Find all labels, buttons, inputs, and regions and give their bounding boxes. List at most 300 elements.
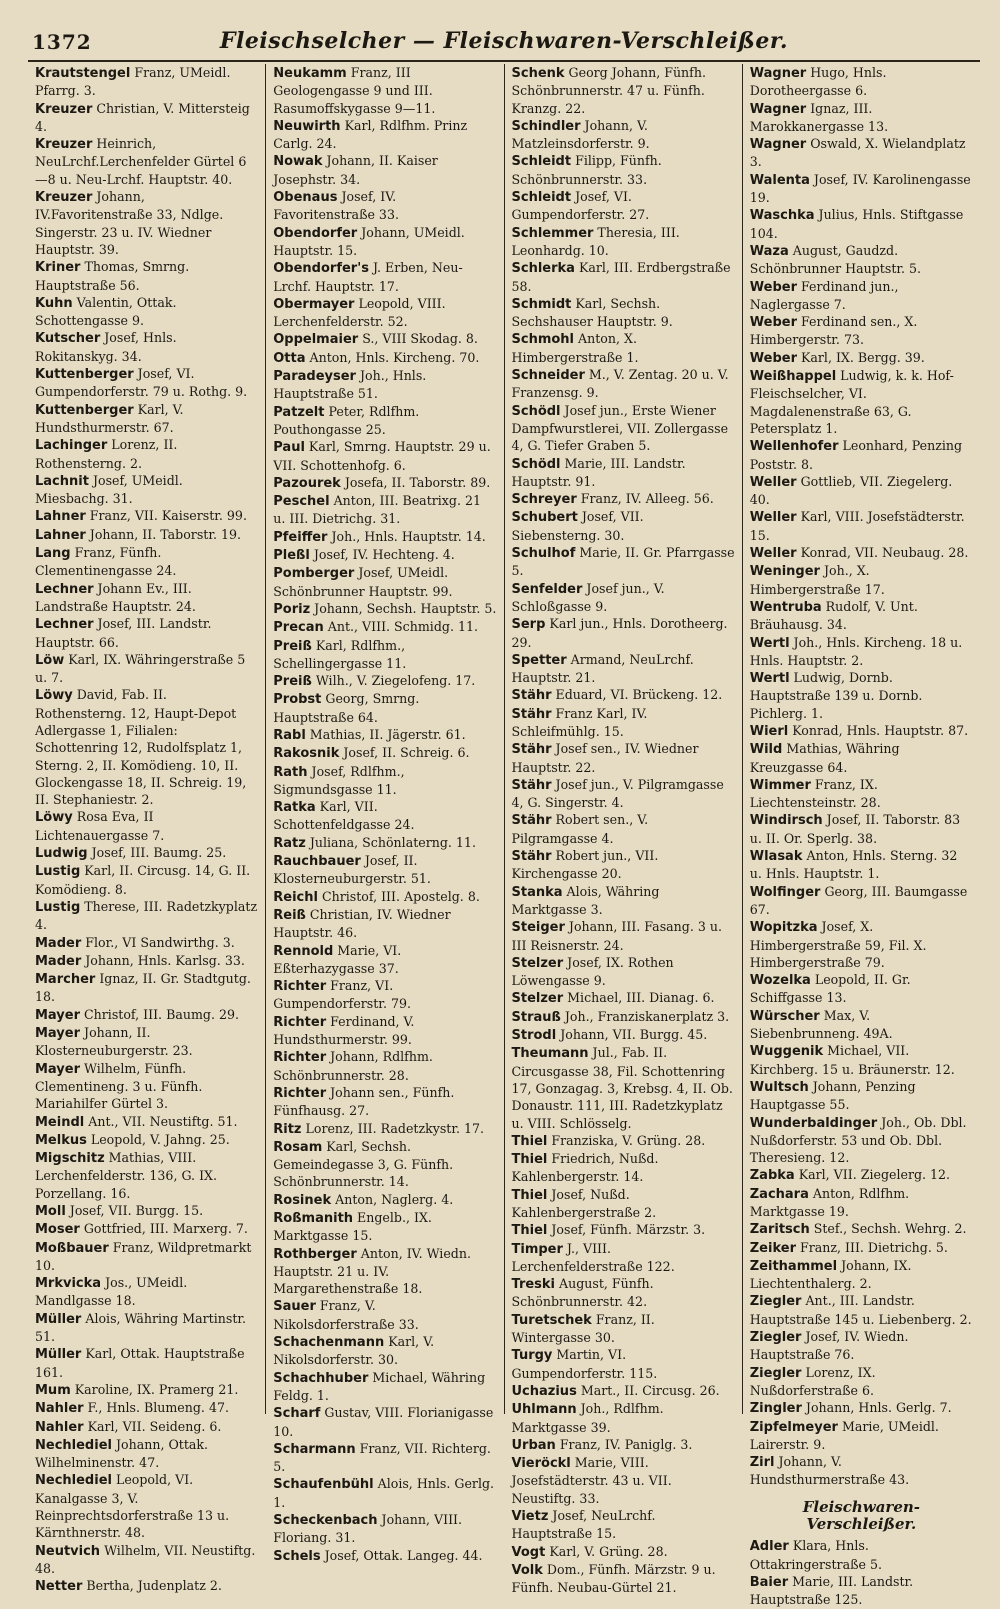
entry-details: Josef, UMeidl. Schönbrunner Hauptstr. 99.: [273, 565, 453, 599]
entry-name: Lustig: [35, 899, 81, 915]
entry-details: Franz, UMeidl. Pfarrg. 3.: [35, 65, 231, 99]
entry-name: Wolfinger: [749, 884, 821, 900]
entry-details: Marie, UMeidl. Lairerstr. 9.: [749, 1418, 939, 1452]
entry-name: Schleidt: [511, 190, 572, 206]
directory-entry: [35, 135, 258, 188]
directory-entry: [35, 1113, 258, 1131]
directory-entry: [273, 546, 496, 564]
entry-details: Georg, Smrng. Hauptstraße 64.: [273, 691, 420, 725]
entry-details: Franz, III. Dietrichg. 5.: [795, 1239, 948, 1255]
entry-name: Peschel: [273, 494, 330, 510]
directory-entry: [35, 651, 258, 687]
directory-entry: [750, 776, 973, 812]
entry-details: Christian, IV. Wiedner Hauptstr. 46.: [273, 906, 451, 941]
directory-entry: [750, 1453, 973, 1489]
directory-entry: [273, 295, 496, 331]
entry-details: Josef, III. Landstr. Hauptstr. 66.: [35, 616, 212, 650]
entry-details: Karl, III. Erdbergstraße 58.: [511, 260, 731, 294]
directory-entry: [273, 1475, 496, 1511]
entry-details: Karl, Rdlfhm., Schellingergasse 11.: [273, 637, 407, 671]
directory-entry: [750, 1257, 973, 1293]
entry-name: Schmidt: [511, 296, 572, 312]
directory-entry: [512, 776, 735, 812]
entry-name: Vieröckl: [511, 1456, 571, 1472]
entry-name: Mayer: [35, 1007, 81, 1023]
directory-entry: [273, 259, 496, 295]
entry-details: Joh., Franziskanerplatz 3.: [560, 1008, 730, 1024]
directory-entry: [512, 1346, 735, 1382]
entry-name: Thiel: [511, 1152, 548, 1168]
entry-name: Weller: [749, 546, 797, 562]
entry-details: Johann, III. Fasang. 3 u. III Reisnerstr. 24.: [511, 919, 722, 953]
directory-entry: [512, 1382, 735, 1400]
entry-name: Richter: [273, 1014, 327, 1030]
entry-details: Josef, UMeidl. Miesbachg. 31.: [35, 472, 183, 507]
entry-details: Josef, VII. Burgg. 15.: [65, 1203, 204, 1218]
entry-details: Klara, Hnls. Ottakringerstraße 5.: [749, 1538, 882, 1572]
directory-entry: [35, 507, 258, 525]
entry-details: Ant., VIII. Schmidg. 11.: [323, 619, 478, 635]
entry-details: Karl, Sechsh. Gemeindegasse 3, G. Fünfh. Schönbrunnerstr. 14.: [273, 1138, 454, 1190]
directory-entry: [512, 1561, 735, 1597]
entry-name: Löwy: [35, 810, 73, 826]
entry-name: Schulhof: [511, 546, 576, 562]
entry-details: Karl, IX. Währingerstraße 5 u. 7.: [35, 651, 246, 686]
entry-name: Obermayer: [273, 296, 355, 312]
entry-details: Gottfried, III. Marxerg. 7.: [79, 1221, 248, 1237]
entry-name: Stelzer: [511, 991, 564, 1007]
directory-entry: [512, 455, 735, 491]
column-1: [28, 64, 265, 1595]
directory-entry: [750, 349, 973, 367]
entry-name: Rabl: [273, 727, 306, 743]
directory-entry: [273, 403, 496, 439]
directory-entry: [273, 1120, 496, 1138]
entry-details: Ant., VII. Neustiftg. 51.: [84, 1113, 238, 1129]
entry-details: Karoline, IX. Pramerg 21.: [70, 1381, 239, 1397]
entry-name: Weller: [749, 474, 797, 490]
directory-entry: [512, 1400, 735, 1436]
entry-name: Wultsch: [749, 1079, 809, 1095]
entry-name: Paradeyser: [273, 369, 356, 385]
entry-details: Karl, Sechsh. Sechshauser Hauptstr. 9.: [511, 295, 673, 330]
directory-entry: [512, 490, 735, 508]
entry-name: Stelzer: [511, 955, 564, 971]
columns: [28, 64, 980, 1608]
directory-entry: [273, 528, 496, 546]
directory-entry: [273, 64, 496, 117]
directory-entry: [512, 1008, 735, 1026]
entry-name: Stähr: [511, 777, 552, 793]
entry-details: Anton, Rdlfhm. Marktgasse 19.: [749, 1185, 910, 1219]
entry-details: Karl, Smrng. Hauptstr. 29 u. VII. Schottenhofg. 6.: [273, 439, 491, 473]
entry-details: Lorenz, III. Radetzkystr. 17.: [301, 1120, 485, 1136]
directory-entry: [273, 1369, 496, 1405]
entry-details: Josef, II. Taborstr. 83 u. II. Or. Sperlg. 38.: [749, 812, 961, 846]
entry-name: Preiß: [273, 674, 312, 690]
directory-entry: [35, 1436, 258, 1472]
directory-entry: [273, 690, 496, 726]
entry-name: Weller: [749, 510, 797, 526]
entry-details: J., VIII. Lerchenfelderstraße 122.: [511, 1240, 675, 1274]
entry-name: Rosinek: [273, 1192, 332, 1208]
entry-name: Pomberger: [273, 566, 355, 582]
entry-details: Johann, V. Matzleinsdorferstr. 9.: [511, 117, 650, 152]
directory-entry: [273, 1084, 496, 1120]
directory-entry: [35, 294, 258, 330]
entry-name: Wertl: [749, 635, 790, 651]
entry-details: Karl, Ottak. Hauptstraße 161.: [35, 1346, 245, 1380]
directory-entry: [512, 615, 735, 651]
entry-name: Netter: [35, 1579, 83, 1595]
directory-entry: [35, 1471, 258, 1541]
entry-details: Josef jun., V. Schloßgasse 9.: [511, 580, 665, 614]
entry-name: Ziegler: [749, 1294, 802, 1310]
entry-details: Josef, IV. Wiedn. Hauptstraße 76.: [749, 1329, 909, 1363]
entry-details: Josef sen., IV. Wiedner Hauptstr. 22.: [511, 741, 699, 775]
directory-entry: [512, 847, 735, 883]
directory-entry: [35, 1024, 258, 1060]
entry-name: Turetschek: [511, 1312, 592, 1328]
entry-details: Franz Karl, IV. Schleifmühlg. 15.: [511, 705, 648, 739]
directory-entry: [35, 862, 258, 898]
page-header: [28, 22, 980, 62]
entry-name: Precan: [273, 620, 324, 636]
entry-details: Karl, VII. Ziegelerg. 12.: [794, 1167, 951, 1183]
entry-details: Franz, VII. Kaiserstr. 99.: [85, 508, 247, 524]
entry-name: Kreuzer: [35, 190, 93, 206]
entry-name: Volk: [511, 1562, 543, 1578]
directory-entry: [35, 436, 258, 472]
entry-details: Konrad, VII. Neubaug. 28.: [796, 545, 969, 561]
directory-entry: [35, 615, 258, 651]
entry-name: Weber: [749, 279, 797, 295]
entry-details: Marie, II. Gr. Pfarrgasse 5.: [511, 545, 735, 579]
directory-entry: [750, 918, 973, 971]
entry-name: Wlasak: [749, 849, 803, 865]
entry-details: Johann, II. Kaiser Josephstr. 34.: [273, 153, 438, 187]
directory-entry: [750, 1239, 973, 1257]
entry-details: David, Fab. II. Rothensterng. 12, Haupt-Depot Adlergasse 1, Filialen: Schottenring 12, Rudolfsplatz 1, Sterng. 2, II. Komödieng. 10, II. Glockengasse 18, II. Schreig. 19, II. Stephaniestr. 2.: [35, 687, 247, 808]
entry-details: Max, V. Siebenbrunneng. 49A.: [749, 1007, 893, 1042]
directory-entry: [273, 888, 496, 906]
directory-entry: [750, 1537, 973, 1573]
directory-entry: [750, 722, 973, 740]
entry-details: Anton, III. Beatrixg. 21 u. III. Dietrichg. 31.: [273, 493, 481, 527]
entry-details: Peter, Rdlfhm. Pouthongasse 25.: [273, 403, 420, 437]
directory-entry: [273, 1547, 496, 1565]
entry-details: Christof, III. Baumg. 29.: [80, 1006, 239, 1022]
entry-name: Löwy: [35, 688, 73, 704]
entry-details: Lorenz, IX. Nußdorferstraße 6.: [749, 1364, 876, 1398]
entry-name: Meindl: [35, 1114, 85, 1130]
directory-entry: [512, 508, 735, 544]
entry-name: Müller: [35, 1347, 82, 1363]
entry-details: Josef, Ottak. Langeg. 44.: [320, 1547, 483, 1563]
entry-name: Schreyer: [511, 492, 577, 508]
entry-name: Schaufenbühl: [273, 1477, 374, 1493]
entry-details: Stef., Sechsh. Wehrg. 2.: [809, 1221, 967, 1237]
entry-name: Senfelder: [511, 581, 583, 597]
entry-details: Lorenz, II. Rothensterng. 2.: [35, 437, 178, 471]
entry-name: Scheckenbach: [273, 1513, 378, 1529]
directory-entry: [35, 1006, 258, 1024]
entry-details: Johann, V. Hundsthurmerstraße 43.: [749, 1454, 910, 1488]
directory-entry: [273, 1013, 496, 1049]
entry-name: Wellenhofer: [749, 439, 839, 455]
entry-name: Nechlediel: [35, 1473, 112, 1489]
entry-name: Moll: [35, 1204, 66, 1219]
entry-name: Sauer: [273, 1299, 316, 1315]
entry-name: Lahner: [35, 509, 86, 525]
entry-name: Lang: [35, 546, 71, 562]
entry-details: Hugo, Hnls. Dorotheergasse 6.: [749, 65, 887, 99]
entry-details: Joh., Hnls. Hauptstraße 51.: [273, 368, 427, 402]
entry-name: Lechner: [35, 617, 94, 633]
directory-entry: [750, 367, 973, 437]
directory-entry: [273, 330, 496, 348]
directory-entry: [35, 844, 258, 862]
directory-entry: [35, 1399, 258, 1417]
entry-name: Stähr: [511, 706, 552, 722]
directory-entry: [512, 295, 735, 331]
entry-details: Anton, X. Himbergerstraße 1.: [511, 331, 639, 365]
entry-details: Wilh., V. Ziegelofeng. 17.: [311, 673, 476, 689]
entry-name: Mrkvicka: [35, 1276, 102, 1292]
entry-name: Neuwirth: [273, 118, 341, 134]
directory-entry: [750, 1185, 973, 1221]
entry-name: Scharmann: [273, 1441, 356, 1457]
entry-name: Baier: [749, 1574, 789, 1590]
entry-details: Mathias, II. Jägerstr. 61.: [305, 726, 466, 742]
entry-details: Josef, VI. Gumpendorferstr. 79 u. Rothg. 9.: [35, 366, 248, 400]
entry-details: Alois, Währing Marktgasse 3.: [511, 883, 660, 917]
directory-entry: [35, 401, 258, 437]
directory-entry: [273, 367, 496, 403]
entry-details: Karl, V. Nikolsdorferstr. 30.: [273, 1334, 435, 1368]
directory-entry: [750, 1114, 973, 1167]
entry-name: Scharf: [273, 1406, 321, 1422]
directory-entry: [512, 1026, 735, 1044]
entry-details: Mart., II. Circusg. 26.: [576, 1382, 720, 1398]
entry-details: Ignaz, II. Gr. Stadtgutg. 18.: [35, 971, 251, 1005]
entry-name: Obendorfer's: [273, 261, 369, 277]
entry-name: Thiel: [511, 1223, 548, 1239]
entry-name: Probst: [273, 692, 322, 708]
entry-details: Ferdinand jun., Naglergasse 7.: [749, 278, 899, 312]
entry-details: Franz, III Geologengasse 9 und III. Rasumoffskygasse 9—11.: [273, 65, 436, 116]
directory-entry: [750, 1573, 973, 1609]
directory-entry: [273, 1404, 496, 1440]
directory-entry: [35, 1149, 258, 1202]
entry-name: Ludwig: [35, 846, 88, 862]
entry-name: Waschka: [749, 208, 815, 224]
directory-entry: [35, 808, 258, 844]
directory-entry: [273, 852, 496, 888]
directory-entry: [512, 811, 735, 847]
entry-name: Kreuzer: [35, 137, 93, 153]
entry-name: Preiß: [273, 638, 312, 654]
directory-entry: [750, 100, 973, 136]
directory-entry: [750, 437, 973, 473]
directory-entry: [750, 740, 973, 776]
entry-name: Poriz: [273, 601, 311, 617]
directory-entry: [35, 970, 258, 1006]
entry-name: Mader: [35, 935, 82, 951]
directory-entry: [35, 1060, 258, 1113]
entry-name: Neutvich: [35, 1543, 101, 1559]
directory-entry: [750, 1364, 973, 1400]
entry-name: Schmohl: [511, 332, 575, 348]
entry-name: Nowak: [273, 154, 323, 170]
directory-entry: [273, 744, 496, 762]
directory-entry: [512, 1454, 735, 1507]
entry-name: Patzelt: [273, 404, 325, 420]
entry-name: Lustig: [35, 864, 81, 880]
entry-details: Josef, NeuLrchf. Hauptstraße 15.: [511, 1508, 656, 1542]
directory-entry: [273, 637, 496, 673]
entry-name: Spetter: [511, 652, 567, 668]
entry-name: Weber: [749, 350, 797, 366]
entry-details: Juliana, Schönlaterng. 11.: [305, 834, 476, 850]
entry-name: Zeiker: [749, 1240, 796, 1256]
directory-entry: [750, 598, 973, 634]
entry-details: Josef, Fünfh. Märzstr. 3.: [547, 1222, 706, 1238]
entry-details: Ferdinand, V. Hundsthurmerstr. 99.: [273, 1013, 415, 1048]
entry-details: Johann, VII. Burgg. 45.: [556, 1027, 708, 1043]
entry-name: Zabka: [749, 1168, 795, 1184]
entry-details: Karl jun., Hnls. Dorotheerg. 29.: [511, 616, 728, 650]
directory-entry: [750, 1292, 973, 1328]
entry-details: Josef, Rdlfhm., Sigmundsgasse 11.: [273, 763, 405, 797]
directory-entry: [273, 942, 496, 978]
entry-name: Nahler: [35, 1401, 84, 1417]
directory-entry: [512, 259, 735, 295]
entry-details: Karl, VIII. Josefstädterstr. 15.: [749, 509, 965, 543]
entry-details: Joh., Hnls. Kircheng. 18 u. Hnls. Hauptstr. 2.: [749, 634, 963, 668]
directory-entry: [273, 906, 496, 942]
entry-name: Treski: [511, 1277, 556, 1293]
entry-details: Marie, VI. Eßterhazygasse 37.: [273, 942, 402, 976]
entry-details: Ant., III. Landstr. Hauptstraße 145 u. Liebenberg. 2.: [749, 1293, 972, 1327]
entry-details: Karl, IX. Bergg. 39.: [796, 349, 925, 365]
entry-name: Stähr: [511, 813, 552, 829]
entry-details: Marie, III. Landstr. Hauptstraße 125.: [749, 1573, 914, 1608]
entry-name: Otta: [273, 350, 306, 366]
entry-details: Franz, V. Nikolsdorferstraße 33.: [273, 1298, 419, 1332]
entry-name: Krautstengel: [35, 66, 131, 81]
entry-details: Johann, Hnls. Gerlg. 7.: [801, 1400, 952, 1416]
directory-entry: [35, 64, 258, 100]
entry-details: Karl, V. Grüng. 28.: [545, 1543, 668, 1559]
directory-entry: [750, 544, 973, 562]
entry-details: Josef, III. Baumg. 25.: [87, 845, 227, 861]
entry-details: Mathias, VIII. Lerchenfelderstr. 136, G. IX. Porzellang. 16.: [35, 1150, 218, 1201]
entry-name: Nahler: [35, 1419, 84, 1435]
entry-name: Oppelmaier: [273, 332, 359, 348]
directory-entry: [273, 188, 496, 224]
entry-name: Löw: [35, 652, 65, 668]
entry-details: Christian, V. Mittersteig 4.: [35, 100, 250, 134]
entry-details: Johann, Penzing Hauptgasse 55.: [749, 1078, 916, 1113]
directory-entry: [750, 847, 973, 883]
directory-entry: [750, 171, 973, 207]
entry-details: August, Fünfh. Schönbrunnerstr. 42.: [511, 1276, 654, 1310]
entry-name: Rothberger: [273, 1246, 357, 1262]
entry-name: Rauchbauer: [273, 854, 361, 870]
entry-name: Ziegler: [749, 1330, 802, 1346]
entry-details: Oswald, X. Wielandplatz 3.: [749, 136, 966, 170]
entry-name: Uhlmann: [511, 1402, 577, 1418]
entry-name: Schachhuber: [273, 1370, 369, 1386]
directory-entry: [273, 600, 496, 618]
entry-details: Michael, III. Dianag. 6.: [563, 990, 715, 1006]
directory-entry: [512, 1044, 735, 1131]
entry-details: Joh., Hnls. Hauptstr. 14.: [327, 528, 486, 544]
entry-details: Leopold, VI. Kanalgasse 3, V. Reinprechtsdorferstraße 13 u. Kärnthnerstr. 48.: [35, 1472, 230, 1541]
entry-name: Wimmer: [749, 777, 811, 793]
directory-entry: [750, 508, 973, 544]
entry-name: Obenaus: [273, 190, 338, 206]
directory-entry: [750, 1220, 973, 1238]
directory-entry: [512, 1275, 735, 1311]
entry-details: Michael, VII. Kirchberg. 15 u. Bräunerstr. 12.: [749, 1043, 955, 1077]
directory-entry: [273, 763, 496, 799]
directory-entry: [273, 1245, 496, 1298]
entry-name: Stähr: [511, 742, 552, 758]
entry-details: Theresia, III. Leonhardg. 10.: [511, 224, 680, 258]
entry-name: Rath: [273, 764, 308, 780]
directory-entry: [512, 883, 735, 919]
entry-details: Jul., Fab. II. Circusgasse 38, Fil. Schottenring 17, Gonzagag. 3, Krebsg. 4, II. Ob. Donaustr. 111, III. Radetzkyplatz u. VIII. Schlösselg.: [511, 1045, 733, 1131]
entry-name: Schachenmann: [273, 1335, 385, 1351]
entry-details: Jos., UMeidl. Mandlgasse 18.: [35, 1275, 188, 1309]
page-number: 1372: [32, 30, 92, 54]
entry-name: Nechlediel: [35, 1437, 112, 1453]
entry-name: Schels: [273, 1548, 321, 1564]
entry-details: Georg Johann, Fünfh. Schönbrunnerstr. 47 u. Fünfh. Kranzg. 22.: [511, 65, 706, 116]
entry-name: Rennold: [273, 943, 334, 959]
entry-details: Filipp, Fünfh. Schönbrunnerstr. 33.: [511, 153, 662, 187]
directory-entry: [512, 651, 735, 687]
directory-entry: [512, 330, 735, 366]
entry-details: Heinrich, NeuLrchf.Lerchenfelder Gürtel 6—8 u. Neu-Lrchf. Hauptstr. 40.: [35, 136, 247, 187]
directory-entry: [512, 740, 735, 776]
entry-details: Franz, II. Wintergasse 30.: [511, 1311, 655, 1346]
entry-name: Stähr: [511, 849, 552, 865]
directory-entry: [273, 117, 496, 153]
entry-details: Franz, VII. Richterg. 5.: [273, 1440, 491, 1475]
directory-entry: [273, 349, 496, 367]
directory-entry: [512, 1240, 735, 1276]
directory-entry: [273, 1048, 496, 1084]
entry-details: Joh., Ob. Dbl. Nußdorferstr. 53 und Ob. Dbl. Theresieng. 12.: [749, 1114, 967, 1166]
directory-entry: [273, 474, 496, 492]
entry-details: Robert jun., VII. Kirchengasse 20.: [511, 848, 659, 882]
directory-entry: [512, 402, 735, 455]
directory-entry: [512, 1132, 735, 1150]
entry-name: Kreuzer: [35, 101, 93, 117]
entry-details: Armand, NeuLrchf. Hauptstr. 21.: [511, 651, 694, 686]
directory-entry: [35, 1418, 258, 1436]
directory-entry: [273, 834, 496, 852]
directory-entry: [35, 580, 258, 616]
directory-page: [28, 22, 980, 1608]
directory-entry: [512, 918, 735, 954]
directory-entry: [512, 188, 735, 224]
directory-entry: [35, 1131, 258, 1149]
directory-entry: [512, 580, 735, 616]
